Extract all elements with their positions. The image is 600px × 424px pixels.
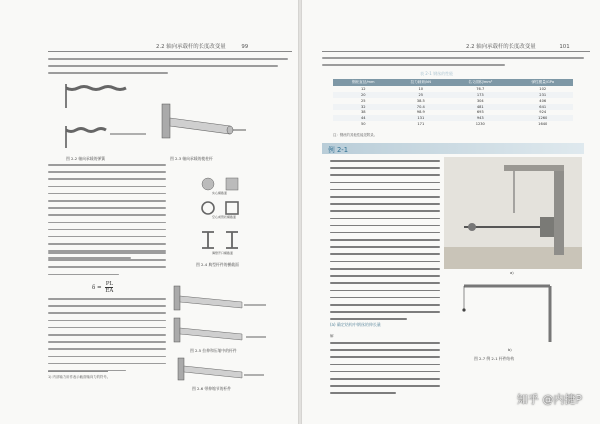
fig-2-3-caption: 图 2-3 轴向承载的棱柱杆 [170, 156, 213, 161]
cable-properties-table [333, 79, 573, 127]
table-header-cell: 名义面积/mm² [448, 79, 512, 86]
table-cell: 1640 [538, 121, 548, 126]
table-row [333, 121, 573, 127]
left-para-3 [48, 252, 166, 281]
table-cell: 943 [448, 115, 512, 121]
example-banner [322, 143, 584, 154]
table-cell: 102 [539, 87, 547, 92]
watermark: 知乎 @内捷P [516, 393, 582, 406]
left-header [156, 42, 248, 50]
table-cell: 1260 [512, 115, 573, 121]
structure-figure [444, 157, 582, 269]
table-cell: 304 [476, 98, 484, 103]
fig-2-2-caption: 图 2-2 轴向承载的弹簧 [66, 156, 105, 161]
footnote: 1) 内部轴力用作表示截面轴向力的符号。 [48, 375, 111, 379]
structure-fig-caption: 图 2-7 例 2-1 杆件结构 [474, 356, 515, 361]
fig-2-4-label-solid: 实心横截面 [212, 191, 228, 195]
spring-figure [58, 82, 158, 154]
table-cell: 406 [539, 98, 547, 103]
table-header-cell: 拉力载荷/kN [394, 79, 449, 86]
table-cell: 171 [417, 121, 425, 126]
table-header-cell: 钢丝直径/mm [333, 79, 394, 86]
bar-with-joint-figure [176, 356, 272, 384]
fig-2-4-caption: 图 2-4 典型杆件的横截面 [196, 262, 239, 267]
fig-2-6-caption: 图 2-6 带伸缩节的杆件 [192, 386, 231, 391]
table-cell: 1230 [475, 121, 485, 126]
right-para-3 [330, 268, 440, 326]
table-cell: 173 [448, 92, 512, 98]
fig-2-4-label-hollow: 空心或管状横截面 [212, 215, 237, 219]
right-page [302, 0, 600, 424]
prismatic-bar-figure [160, 98, 250, 144]
table-header-row [333, 79, 573, 86]
subfig-label-a: a) [510, 271, 514, 275]
fig-2-5-caption: 图 2-5 拉伸和压缩中的杆件 [190, 348, 237, 353]
structure-diagram [454, 280, 564, 346]
table-cell: 131 [394, 115, 449, 121]
table-cell: 50 [360, 121, 366, 126]
table-cell: 641 [512, 104, 573, 110]
table-cell: 12 [360, 87, 366, 92]
right-header-title: 轴向承载杆的长度改变量 [476, 44, 536, 50]
left-page-number: 99 [241, 44, 249, 50]
right-para-1 [322, 57, 584, 71]
subfig-label-b: b) [508, 348, 512, 352]
footnote-rule [48, 371, 108, 372]
left-header-title: 轴向承载杆的长度改变量 [166, 44, 226, 50]
right-para-4 [330, 342, 440, 400]
table-cell: 10 [418, 87, 424, 92]
right-page-number: 101 [559, 44, 570, 50]
left-page [0, 0, 298, 424]
example-title: 例 2-1 [328, 146, 349, 154]
solution-label: 解 [330, 334, 334, 338]
right-para-2 [330, 160, 440, 275]
table-note: 注：钢丝的其他性能见附录。 [333, 133, 378, 137]
table-caption: 表 2-1 钢丝的性能 [420, 71, 454, 76]
table-cell: 98.9 [416, 110, 425, 115]
table-cell: 76.7 [476, 87, 485, 92]
left-para-1 [48, 58, 288, 80]
left-para-2 [48, 164, 166, 265]
left-header-section: 2.2 [156, 44, 165, 50]
formula-prefix: δ = [92, 285, 102, 291]
right-header-section: 2.2 [466, 44, 475, 50]
table-cell: 70.4 [394, 104, 449, 110]
table-cell: 693 [476, 110, 484, 115]
right-header-rule [322, 51, 590, 52]
table-cell: 25 [394, 92, 449, 98]
formula-denominator: EA [105, 288, 114, 294]
bar-tension-figure [172, 284, 272, 314]
table-cell: 231 [512, 92, 573, 98]
table-cell: 38.5 [416, 98, 425, 103]
table-header-cell: 弹性模量/GPa [512, 79, 573, 86]
blue-heading: (a) 确定结构中钢丝的伸长量 [330, 322, 381, 327]
fig-2-4-label-thin: 薄壁开口横截面 [212, 251, 234, 255]
table-cell: 44 [333, 115, 394, 121]
table-cell: 924 [539, 110, 547, 115]
bar-compression-figure [172, 316, 272, 346]
table-cell: 481 [448, 104, 512, 110]
table-cell: 38 [360, 110, 366, 115]
formula-numerator: PL [105, 281, 114, 287]
formula [92, 281, 113, 294]
left-header-rule [48, 51, 292, 52]
right-header [466, 42, 570, 50]
left-para-4 [48, 298, 166, 377]
table-cell: 20 [333, 92, 394, 98]
table-cell: 32 [333, 104, 394, 110]
table-cell: 25 [360, 98, 366, 103]
